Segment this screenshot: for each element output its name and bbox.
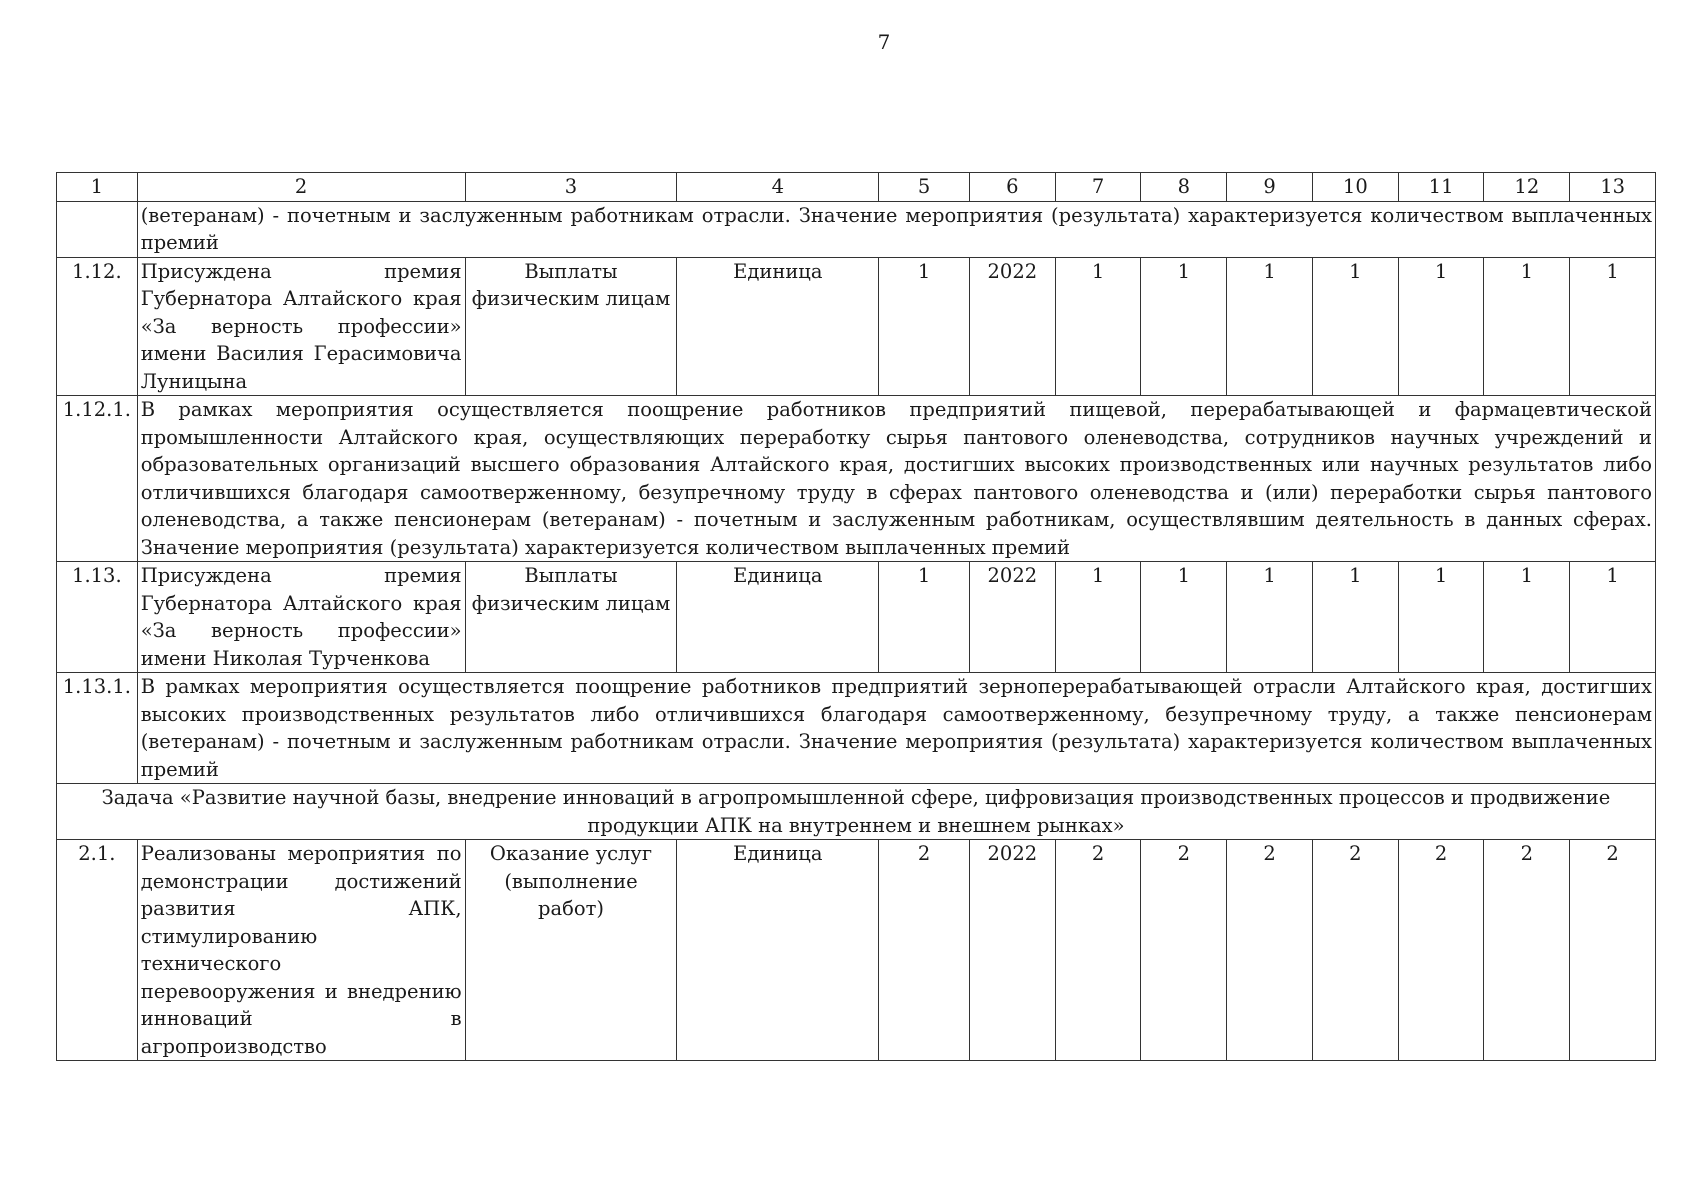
year-value: 1 xyxy=(1227,562,1313,673)
base-year: 2022 xyxy=(969,257,1055,396)
year-value: 1 xyxy=(1141,257,1227,396)
year-value: 1 xyxy=(1312,257,1398,396)
measure-row xyxy=(57,562,1656,673)
column-number: 13 xyxy=(1570,173,1656,202)
row-index: 1.12.1. xyxy=(57,396,138,562)
measures-table xyxy=(56,172,1656,1061)
year-value: 1 xyxy=(1055,562,1141,673)
year-value: 1 xyxy=(1227,257,1313,396)
description-row xyxy=(57,201,1656,257)
description-row xyxy=(57,673,1656,784)
measure-type: Оказание услуг (выполнение работ) xyxy=(465,840,677,1061)
column-number-row xyxy=(57,173,1656,202)
year-value: 2 xyxy=(1227,840,1313,1061)
row-index xyxy=(57,201,138,257)
column-number: 10 xyxy=(1312,173,1398,202)
year-value: 2 xyxy=(1484,840,1570,1061)
year-value: 2 xyxy=(1398,840,1484,1061)
measure-name: Присуждена премия Губернатора Алтайского края «За верность профессии» имени Василия Герасимовича Луницына xyxy=(137,257,465,396)
measure-name: Присуждена премия Губернатора Алтайского края «За верность профессии» имени Николая Турченкова xyxy=(137,562,465,673)
measure-unit: Единица xyxy=(677,840,879,1061)
year-value: 1 xyxy=(1398,257,1484,396)
year-value: 1 xyxy=(1312,562,1398,673)
year-value: 2 xyxy=(1055,840,1141,1061)
row-index: 2.1. xyxy=(57,840,138,1061)
column-number: 1 xyxy=(57,173,138,202)
year-value: 1 xyxy=(1484,257,1570,396)
base-value: 2 xyxy=(879,840,970,1061)
year-value: 1 xyxy=(1398,562,1484,673)
measure-description: В рамках мероприятия осуществляется поощрение работников предприятий пищевой, перерабатывающей и фармацевтической промышленности Алтайского края, осуществляющих переработку сырья пантового оленеводства, сотрудников научных учреждений и образовательных организаций высшего образования Алтайского края, достигших высоких производственных или научных результатов либо отличившихся благодаря самоотверженному, безупречному труду в сферах пантового оленеводства и (или) переработки сырья пантового оленеводства, а также пенсионерам (ветеранам) - почетным и заслуженным работникам, осуществлявшим деятельность в данных сферах. Значение мероприятия (результата) характеризуется количеством выплаченных премий xyxy=(137,396,1655,562)
measure-description: В рамках мероприятия осуществляется поощрение работников предприятий зерноперерабатывающей отрасли Алтайского края, достигших высоких производственных результатов либо отличившихся благодаря самоотверженному, безупречному труду, а также пенсионерам (ветеранам) - почетным и заслуженным работникам отрасли. Значение мероприятия (результата) характеризуется количеством выплаченных премий xyxy=(137,673,1655,784)
row-index: 1.13. xyxy=(57,562,138,673)
measure-unit: Единица xyxy=(677,257,879,396)
measure-row xyxy=(57,840,1656,1061)
measure-description: (ветеранам) - почетным и заслуженным работникам отрасли. Значение мероприятия (результата) характеризуется количеством выплаченных премий xyxy=(137,201,1655,257)
base-year: 2022 xyxy=(969,840,1055,1061)
measure-row xyxy=(57,257,1656,396)
task-title: Задача «Развитие научной базы, внедрение инноваций в агропромышленной сфере, цифровизация производственных процессов и продвижение продукции АПК на внутреннем и внешнем рынках» xyxy=(57,784,1656,840)
year-value: 1 xyxy=(1570,257,1656,396)
year-value: 2 xyxy=(1570,840,1656,1061)
column-number: 9 xyxy=(1227,173,1313,202)
measure-type: Выплаты физическим лицам xyxy=(465,562,677,673)
column-number: 5 xyxy=(879,173,970,202)
column-number: 6 xyxy=(969,173,1055,202)
year-value: 2 xyxy=(1312,840,1398,1061)
measure-unit: Единица xyxy=(677,562,879,673)
column-number: 12 xyxy=(1484,173,1570,202)
base-year: 2022 xyxy=(969,562,1055,673)
measure-name: Реализованы мероприятия по демонстрации достижений развития АПК, стимулированию технического перевооружения и внедрению инноваций в агропроизводство xyxy=(137,840,465,1061)
base-value: 1 xyxy=(879,257,970,396)
year-value: 1 xyxy=(1484,562,1570,673)
task-row xyxy=(57,784,1656,840)
column-number: 4 xyxy=(677,173,879,202)
year-value: 2 xyxy=(1141,840,1227,1061)
year-value: 1 xyxy=(1141,562,1227,673)
base-value: 1 xyxy=(879,562,970,673)
column-number: 7 xyxy=(1055,173,1141,202)
year-value: 1 xyxy=(1570,562,1656,673)
column-number: 11 xyxy=(1398,173,1484,202)
row-index: 1.13.1. xyxy=(57,673,138,784)
column-number: 3 xyxy=(465,173,677,202)
column-number: 8 xyxy=(1141,173,1227,202)
year-value: 1 xyxy=(1055,257,1141,396)
description-row xyxy=(57,396,1656,562)
page-number: 7 xyxy=(877,30,891,54)
column-number: 2 xyxy=(137,173,465,202)
row-index: 1.12. xyxy=(57,257,138,396)
measure-type: Выплаты физическим лицам xyxy=(465,257,677,396)
